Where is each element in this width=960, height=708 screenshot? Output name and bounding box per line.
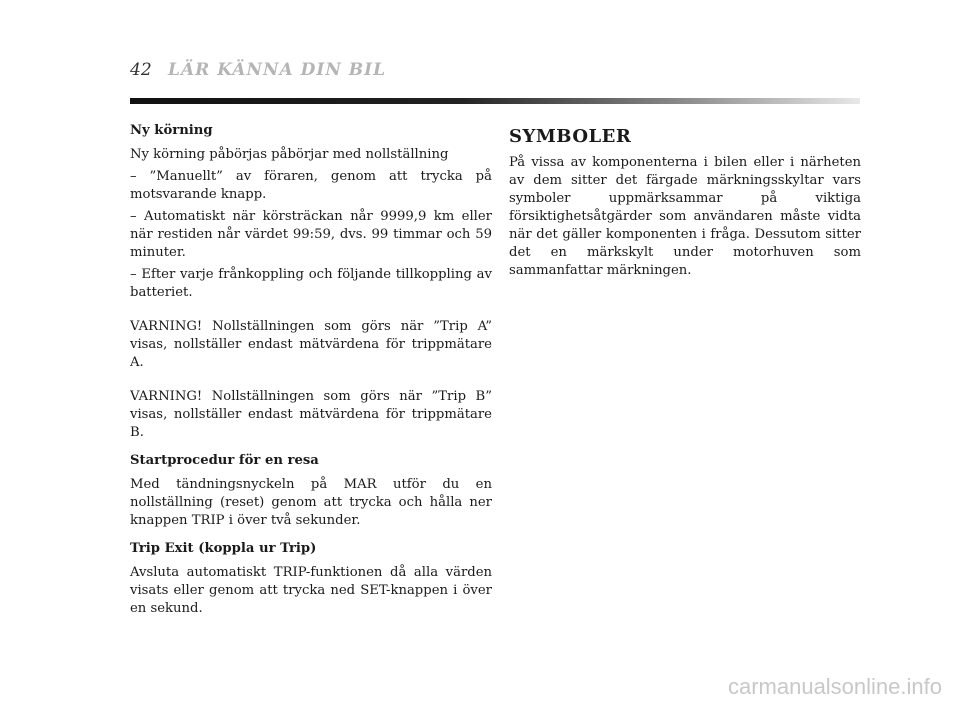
paragraph-manual: – ”Manuellt” av föraren, genom att trycka på motsvarande knapp.: [130, 169, 492, 202]
section-title: LÄR KÄNNA DIN BIL: [168, 60, 387, 80]
paragraph-exit: Avsluta automatiskt TRIP-funktionen då alla värden visats eller genom att trycka ned SET-knappen i över en sekund.: [130, 565, 492, 616]
paragraph-start: Med tändningsnyckeln på MAR utför du en nollställning (reset) genom att trycka och hålla ner knappen TRIP i över två sekunder.: [130, 477, 492, 528]
heading-ny-korning: Ny körning: [130, 123, 213, 138]
watermark: carmanualsonline.info: [727, 674, 942, 699]
warning-trip-b: VARNING! Nollställningen som görs när ”Trip B” visas, nollställer endast mätvärdena för trippmätare B.: [130, 389, 492, 440]
paragraph-battery: – Efter varje frånkoppling och följande tillkoppling av batteriet.: [130, 267, 492, 300]
right-column: [509, 122, 861, 280]
paragraph-auto: – Automatiskt när körsträckan når 9999,9 km eller när restiden når värdet 99:59, dvs. 99 timmar och 59 minuter.: [130, 209, 492, 260]
left-column: [130, 122, 492, 618]
heading-trip-exit: Trip Exit (koppla ur Trip): [130, 541, 317, 556]
header-rule: [130, 98, 860, 104]
heading-symboler: SYMBOLER: [509, 126, 632, 147]
page-number: 42: [130, 60, 152, 80]
warning-trip-a: VARNING! Nollställningen som görs när ”Trip A” visas, nollställer endast mätvärdena för trippmätare A.: [130, 319, 492, 370]
heading-startprocedur: Startprocedur för en resa: [130, 453, 319, 468]
paragraph-intro: Ny körning påbörjas påbörjar med nollställning: [130, 147, 449, 162]
paragraph-symboler: På vissa av komponenterna i bilen eller i närheten av dem sitter det färgade märkningsskyltar vars symboler uppmärksammar på viktiga försiktighetsåtgärder som användaren måste vidta när det gäller komponenten i fråga. Dessutom sitter det en märkskylt under motorhuven som sammanfattar märkningen.: [509, 155, 861, 278]
